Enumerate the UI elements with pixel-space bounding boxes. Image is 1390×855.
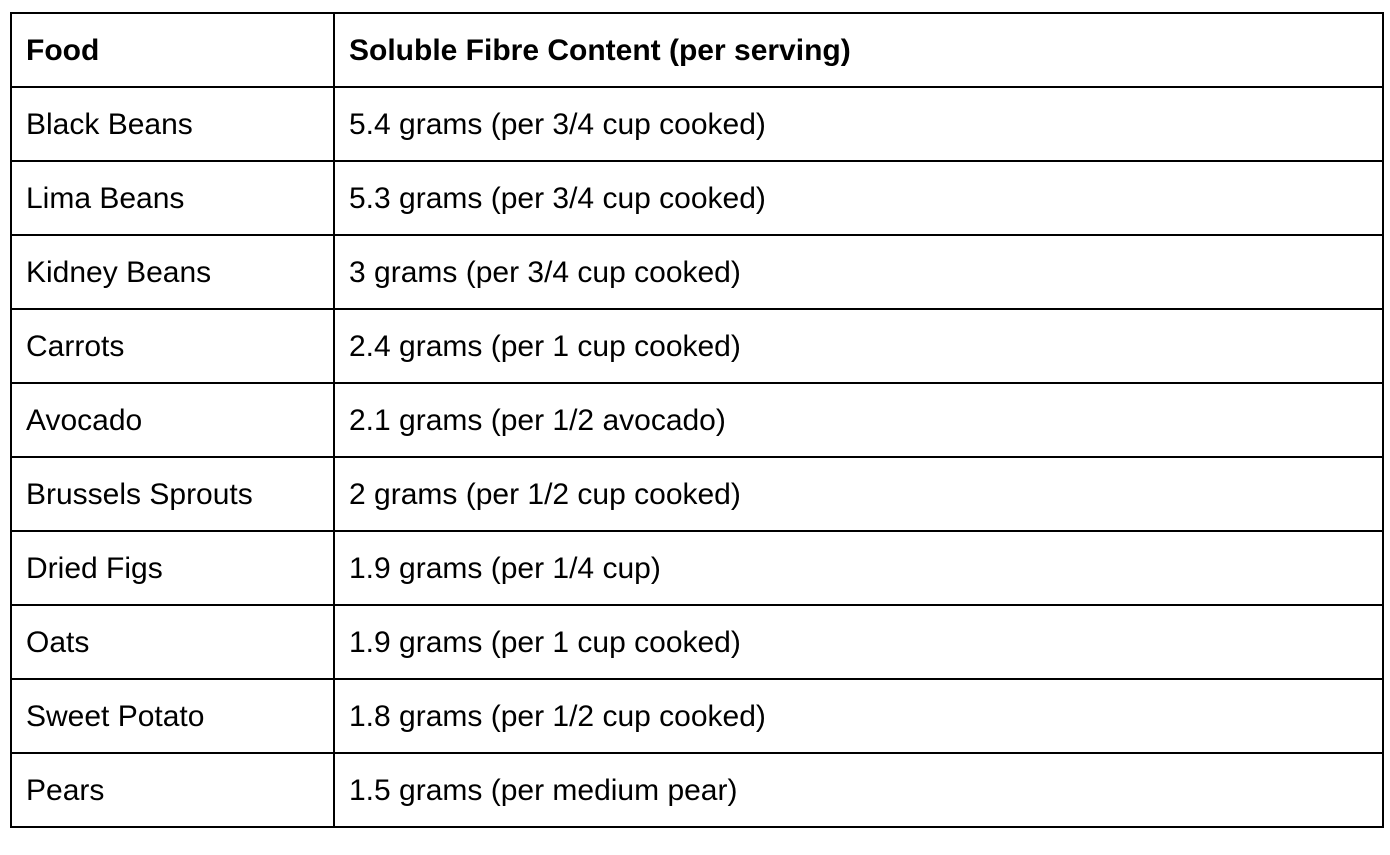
food-cell: Pears <box>11 753 334 827</box>
table-row <box>11 235 1383 309</box>
fibre-content-cell: 1.9 grams (per 1/4 cup) <box>334 531 1383 605</box>
fibre-content-cell: 2 grams (per 1/2 cup cooked) <box>334 457 1383 531</box>
table-row <box>11 87 1383 161</box>
header-row <box>11 13 1383 87</box>
food-cell: Kidney Beans <box>11 235 334 309</box>
fibre-content-cell: 5.3 grams (per 3/4 cup cooked) <box>334 161 1383 235</box>
table-row <box>11 161 1383 235</box>
food-cell: Avocado <box>11 383 334 457</box>
table-header <box>11 13 1383 87</box>
header-food: Food <box>11 13 334 87</box>
fibre-content-cell: 3 grams (per 3/4 cup cooked) <box>334 235 1383 309</box>
fibre-content-cell: 5.4 grams (per 3/4 cup cooked) <box>334 87 1383 161</box>
food-cell: Carrots <box>11 309 334 383</box>
food-cell: Lima Beans <box>11 161 334 235</box>
table-row <box>11 383 1383 457</box>
food-cell: Oats <box>11 605 334 679</box>
fibre-content-cell: 1.9 grams (per 1 cup cooked) <box>334 605 1383 679</box>
fibre-content-cell: 2.4 grams (per 1 cup cooked) <box>334 309 1383 383</box>
table-row <box>11 605 1383 679</box>
fibre-content-cell: 1.5 grams (per medium pear) <box>334 753 1383 827</box>
table-row <box>11 753 1383 827</box>
table-row <box>11 531 1383 605</box>
food-cell: Black Beans <box>11 87 334 161</box>
soluble-fibre-table <box>10 12 1384 828</box>
header-soluble-fibre-content: Soluble Fibre Content (per serving) <box>334 13 1383 87</box>
food-cell: Brussels Sprouts <box>11 457 334 531</box>
fibre-content-cell: 2.1 grams (per 1/2 avocado) <box>334 383 1383 457</box>
food-cell: Sweet Potato <box>11 679 334 753</box>
table-row <box>11 309 1383 383</box>
table-body <box>11 87 1383 827</box>
table-row <box>11 457 1383 531</box>
fibre-content-cell: 1.8 grams (per 1/2 cup cooked) <box>334 679 1383 753</box>
food-cell: Dried Figs <box>11 531 334 605</box>
table-row <box>11 679 1383 753</box>
